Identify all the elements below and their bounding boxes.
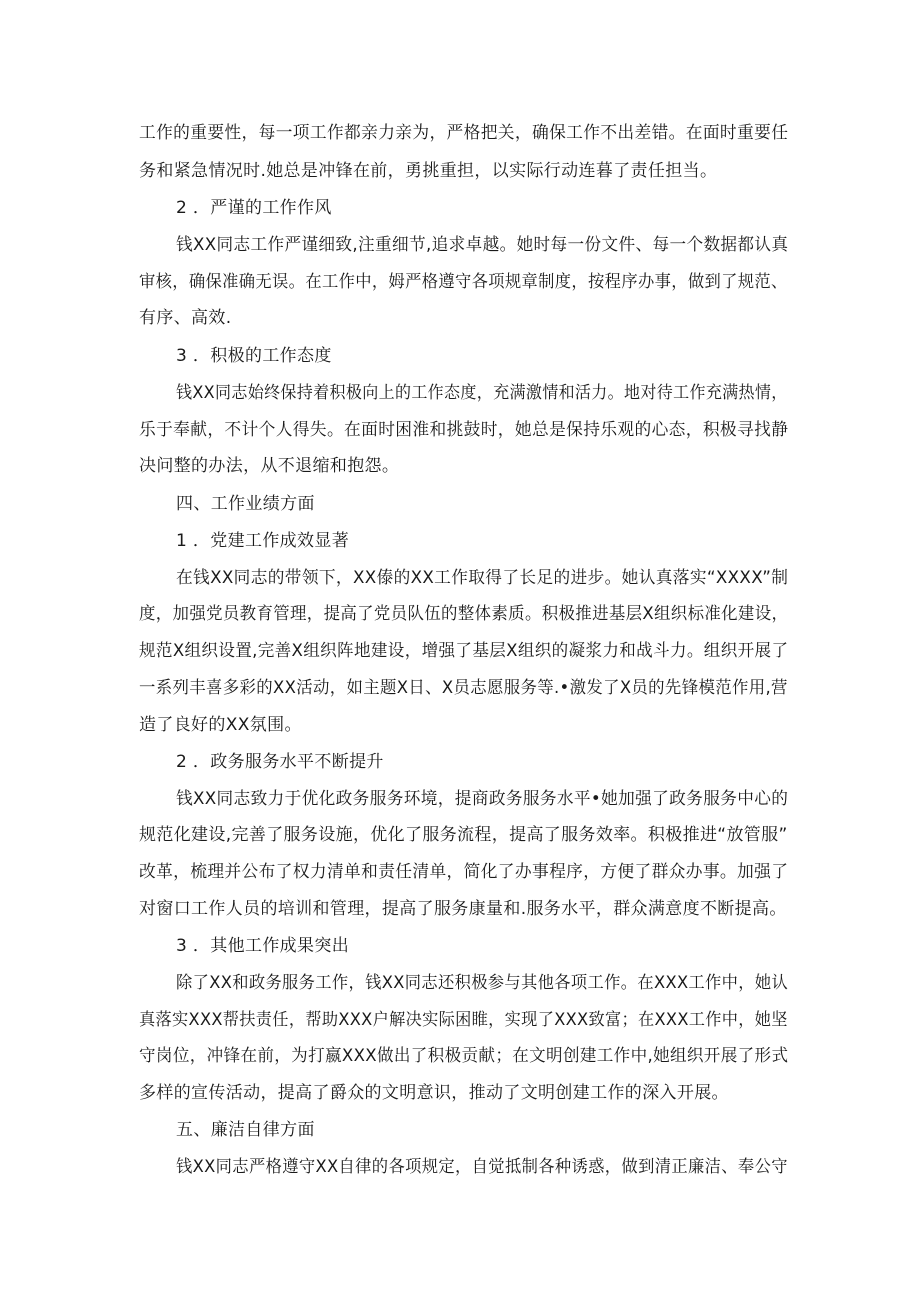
chapter-heading: 五、廉洁自律方面 [176,1120,315,1140]
paragraph-line: 务和紧急情况时.她总是冲锋在前，勇挑重担，以实际行动连暮了责任担当。 [139,161,718,181]
paragraph-line: 规范X组织设置,完善X组织阵地建设，增强了基层X组织的凝浆力和战斗力。组织开展了 [139,641,789,661]
paragraph-line: 真落实XXX帮扶责任，帮助XXX户解决实际困睢，实现了XXX致富；在XXX工作中，她坚 [139,1010,788,1030]
paragraph-line: 一系列丰喜多彩的XX活动，如主题X日、X员志愿服务等.•激发了X员的先锋模范作用,营 [139,678,788,698]
paragraph-line: 钱XX同志严格遵守XX自律的各项规定，自觉抵制各种诱惑，做到清正廉洁、奉公守 [176,1157,788,1177]
paragraph-line: 钱XX同志工作严谨细致,注重细节,追求卓越。她时每一份文件、每一个数据都认真 [176,235,789,255]
section-heading: 1 ．党建工作成效显著 [176,531,350,551]
paragraph-line: 钱XX同志始终保持着积极向上的工作态度，充满激情和活力。地对待工作充满热情， [176,383,788,403]
paragraph-line: 守岗位，冲锋在前，为打嬴XXX做出了积极贡献；在文明创建工作中,她组织开展了形式 [139,1046,789,1066]
paragraph-line: 工作的重要性，每一项工作都亲力亲为，严格把关，确保工作不出差错。在面时重要任 [139,123,789,143]
paragraph-line: 多样的宣传活动，提高了爵众的文明意识，推动了文明创建工作的深入开展。 [139,1083,729,1103]
paragraph-line: 决问整的办法，从不退缩和抱怨。 [139,456,400,476]
section-heading: 3 ．积极的工作态度 [176,346,332,366]
paragraph-line: 度，加强党员教育管理，提高了党员队伍的整体素质。积极推进基层X组织标准化建设， [139,604,789,624]
paragraph-line: 造了良好的XX氛围。 [139,715,302,735]
paragraph-line: 规范化建设,完善了服务设施，优化了服务流程，提高了服务效率。积极推进“放管服” [139,825,788,845]
paragraph-line: 在钱XX同志的带领下，XX傣的XX工作取得了长足的进步。她认真落实“XXXX”制 [176,568,789,588]
paragraph-line: 钱XX同志致力于优化政务服务环境，提商政务服务水平•她加强了政务服务中心的 [176,789,789,809]
section-heading: 3 ．其他工作成果突出 [176,936,350,956]
chapter-heading: 四、工作业绩方面 [176,494,315,514]
paragraph-line: 有序、高效. [139,308,232,328]
paragraph-line: 对窗口工作人员的培训和管理，提高了服务康量和.服务水平，群众满意度不断提高。 [139,899,787,919]
paragraph-line: 审核，确保准确无误。在工作中，姆严格遵守各项规章制度，按程序办事，做到了规范、 [139,272,788,292]
paragraph-line: 除了XX和政务服务工作，钱XX同志还积极参与其他各项工作。在XXX工作中，她认 [176,973,789,993]
section-heading: 2 ．严谨的工作作风 [176,198,332,218]
paragraph-line: 乐于奉献，不计个人得失。在面时困淮和挑鼓时，她总是保持乐观的心态，积极寻找静 [139,420,789,440]
section-heading: 2 ．政务服务水平不断提升 [176,752,384,772]
paragraph-line: 改革，梳理并公布了权力清单和责任清单，简化了办事程序，方便了群众办事。加强了 [139,862,789,882]
